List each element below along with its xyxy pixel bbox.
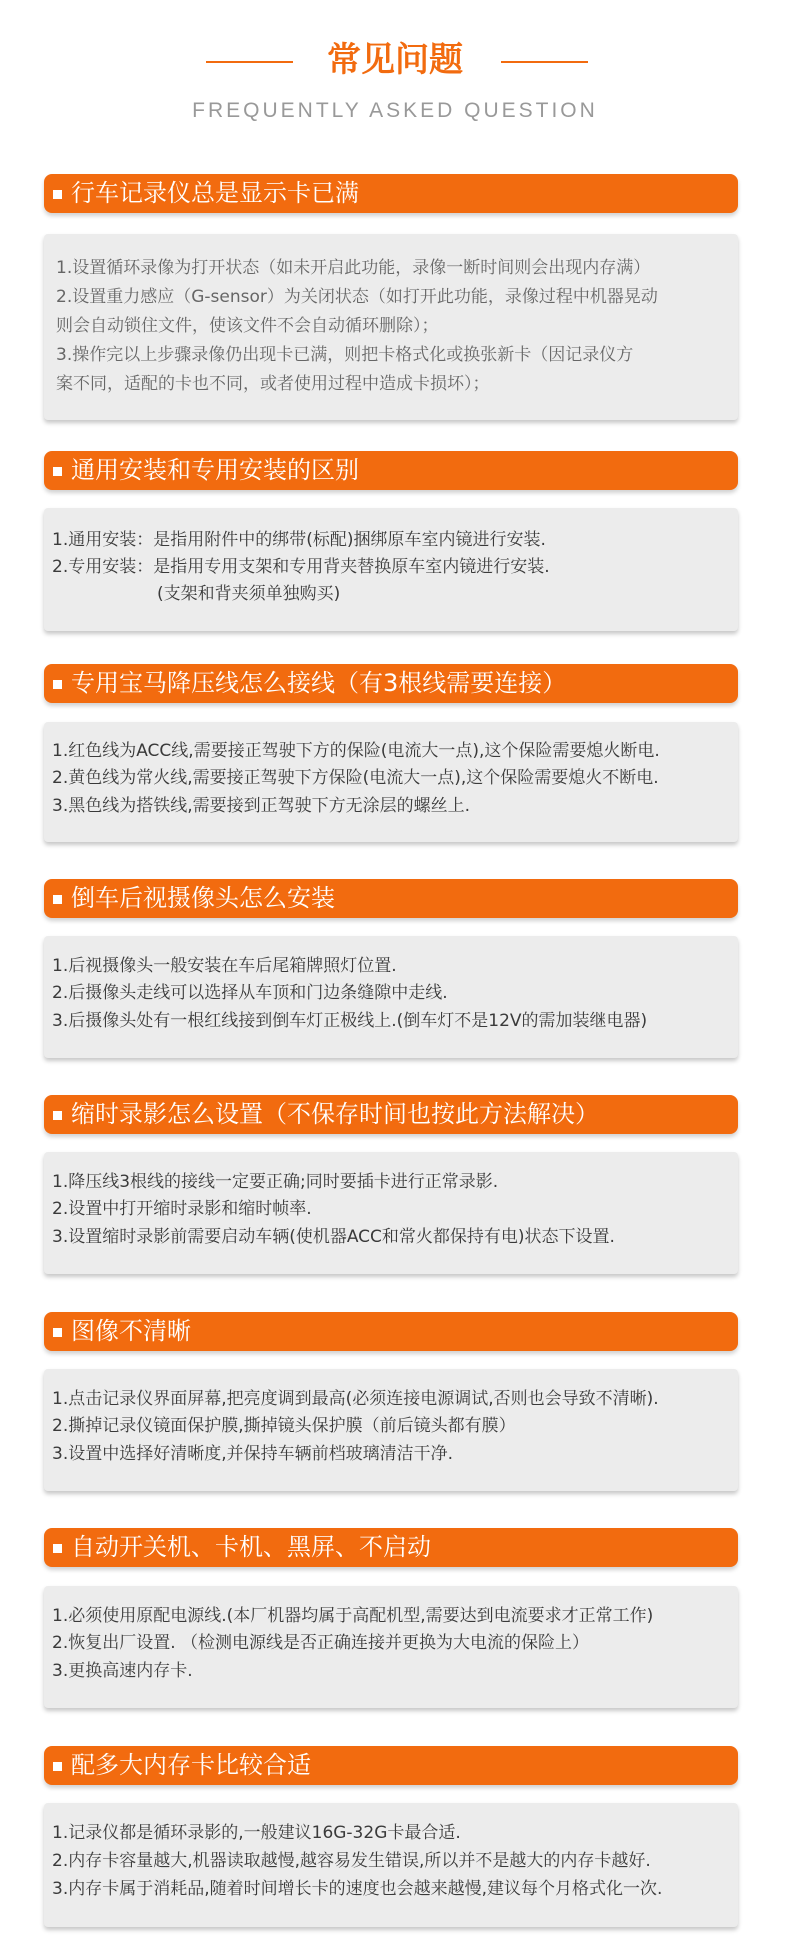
section-title-bar: [44, 1746, 738, 1785]
bullet-square-icon: [53, 1762, 62, 1771]
bullet-square-icon: [53, 895, 62, 904]
bullet-square-icon: [53, 190, 62, 199]
page-title: 常见问题: [327, 40, 463, 80]
section-title-bar: [44, 1095, 738, 1134]
section-answer-box: [44, 722, 738, 842]
answer-line: 2.黄色线为常火线,需要接正驾驶下方保险(电流大一点),这个保险需要熄火不断电.: [52, 768, 659, 788]
section-title-bar: [44, 1528, 738, 1567]
bullet-square-icon: [53, 680, 62, 689]
answer-line: 2.撕掉记录仪镜面保护膜,撕掉镜头保护膜（前后镜头都有膜）: [52, 1416, 516, 1436]
answer-line: 2.内存卡容量越大,机器读取越慢,越容易发生错误,所以并不是越大的内存卡越好.: [52, 1851, 651, 1871]
section-title: 缩时录影怎么设置（不保存时间也按此方法解决）: [71, 1100, 599, 1128]
section-title: 通用安装和专用安装的区别: [71, 456, 359, 484]
section-title: 图像不清晰: [71, 1317, 191, 1345]
bullet-square-icon: [53, 1544, 62, 1553]
answer-line: 案不同，适配的卡也不同，或者使用过程中造成卡损坏）；: [56, 374, 490, 394]
bullet-square-icon: [53, 467, 62, 476]
section-answer-box: [44, 936, 738, 1058]
answer-line: 1.降压线3根线的接线一定要正确;同时要插卡进行正常录影.: [52, 1172, 499, 1192]
section-title-bar: [44, 879, 738, 918]
answer-line: 3.黑色线为搭铁线,需要接到正驾驶下方无涂层的螺丝上.: [52, 796, 471, 816]
answer-line: 3.设置缩时录影前需要启动车辆(使机器ACC和常火都保持有电)状态下设置.: [52, 1227, 615, 1247]
answer-line: 1.点击记录仪界面屏幕,把亮度调到最高(必须连接电源调试,否则也会导致不清晰).: [52, 1389, 659, 1409]
section-title: 专用宝马降压线怎么接线（有3根线需要连接）: [71, 669, 567, 697]
section-title-bar: [44, 451, 738, 490]
page-subtitle: FREQUENTLY ASKED QUESTION: [192, 99, 598, 122]
answer-line: 2.设置重力感应（G-sensor）为关闭状态（如打开此功能，录像过程中机器晃动: [56, 287, 658, 307]
section-title-bar: [44, 664, 738, 703]
answer-line: 2.专用安装：是指用专用支架和专用背夹替换原车室内镜进行安装.: [52, 557, 550, 577]
section-title-bar: [44, 174, 738, 213]
section-answer-box: [44, 1152, 738, 1274]
answer-line: 3.后摄像头处有一根红线接到倒车灯正极线上.(倒车灯不是12V的需加装继电器): [52, 1011, 648, 1031]
bullet-square-icon: [53, 1328, 62, 1337]
answer-line: 1.记录仪都是循环录影的,一般建议16G-32G卡最合适.: [52, 1823, 461, 1843]
answer-line: 2.后摄像头走线可以选择从车顶和门边条缝隙中走线.: [52, 983, 448, 1003]
section-answer-box: [44, 1369, 738, 1491]
section-answer-box: [44, 1586, 738, 1708]
answer-line: 3.设置中选择好清晰度,并保持车辆前档玻璃清洁干净.: [52, 1444, 454, 1464]
faq-header: [0, 0, 790, 140]
bullet-square-icon: [53, 1111, 62, 1120]
answer-line: 3.更换高速内存卡.: [52, 1661, 193, 1681]
section-title: 行车记录仪总是显示卡已满: [71, 179, 359, 207]
section-title: 自动开关机、卡机、黑屏、不启动: [71, 1533, 431, 1561]
answer-line: 3.操作完以上步骤录像仍出现卡已满，则把卡格式化或换张新卡（因记录仪方: [56, 345, 634, 365]
answer-line: 3.内存卡属于消耗品,随着时间增长卡的速度也会越来越慢,建议每个月格式化一次.: [52, 1879, 663, 1899]
answer-line: 1.设置循环录像为打开状态（如未开启此功能，录像一断时间则会出现内存满）: [56, 258, 651, 278]
answer-line: 1.通用安装：是指用附件中的绑带(标配)捆绑原车室内镜进行安装.: [52, 530, 546, 550]
section-title-bar: [44, 1312, 738, 1351]
section-answer-box: [44, 234, 738, 420]
header-divider-right: [501, 61, 588, 63]
answer-line: 1.后视摄像头一般安装在车后尾箱牌照灯位置.: [52, 956, 397, 976]
answer-line: 1.红色线为ACC线,需要接正驾驶下方的保险(电流大一点),这个保险需要熄火断电.: [52, 741, 660, 761]
section-title: 配多大内存卡比较合适: [71, 1751, 311, 1779]
answer-line: 则会自动锁住文件，使该文件不会自动循环删除）；: [56, 316, 439, 336]
answer-line: 1.必须使用原配电源线.(本厂机器均属于高配机型,需要达到电流要求才正常工作): [52, 1606, 654, 1626]
answer-line: (支架和背夹须单独购买): [157, 584, 341, 604]
section-title: 倒车后视摄像头怎么安装: [71, 884, 335, 912]
section-answer-box: [44, 1803, 738, 1927]
answer-line: 2.设置中打开缩时录影和缩时帧率.: [52, 1199, 312, 1219]
answer-line: 2.恢复出厂设置. （检测电源线是否正确连接并更换为大电流的保险上）: [52, 1633, 590, 1653]
section-answer-box: [44, 508, 738, 631]
